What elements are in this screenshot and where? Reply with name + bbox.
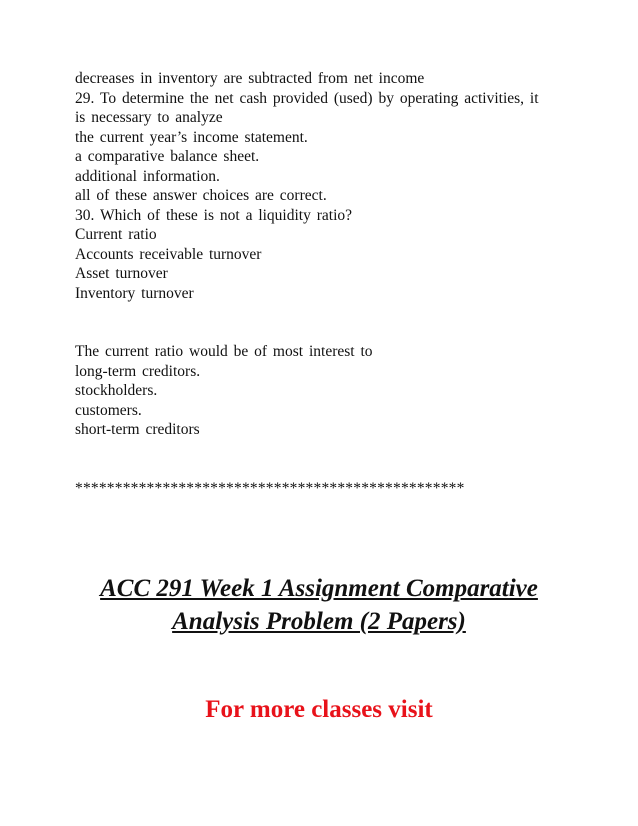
spacer <box>75 303 565 342</box>
question-29: 29. To determine the net cash provided (used) by operating activities, it <box>75 89 539 107</box>
question-text: The current ratio would be of most interest to <box>75 343 373 360</box>
answer-option: all of these answer choices are correct. <box>75 187 327 204</box>
answer-option: additional information. <box>75 167 220 185</box>
question-30: 30. Which of these is not a liquidity ratio? <box>75 206 353 224</box>
answer-option: stockholders. <box>75 382 158 399</box>
assignment-heading[interactable] <box>0 572 638 638</box>
text-line: decreases in inventory are subtracted from net income <box>75 70 425 87</box>
spacer <box>75 440 565 479</box>
text-line: is necessary to analyze <box>75 109 223 126</box>
heading-line-1: ACC 291 Week 1 Assignment Comparative <box>100 575 538 602</box>
answer-option: customers. <box>75 401 142 419</box>
answer-option: Asset turnover <box>75 265 168 282</box>
answer-option: short-term creditors <box>75 421 200 438</box>
answer-option: long-term creditors. <box>75 362 201 380</box>
answer-option: Inventory turnover <box>75 284 194 302</box>
separator-stars: ************************************************* <box>75 479 465 497</box>
answer-option: Accounts receivable turnover <box>75 245 262 263</box>
answer-option: a comparative balance sheet. <box>75 148 260 165</box>
visit-text: For more classes visit <box>205 696 433 723</box>
document-body <box>75 69 565 498</box>
answer-option: the current year’s income statement. <box>75 128 308 146</box>
answer-option: Current ratio <box>75 226 157 243</box>
heading-line-2: Analysis Problem (2 Papers) <box>172 608 466 635</box>
